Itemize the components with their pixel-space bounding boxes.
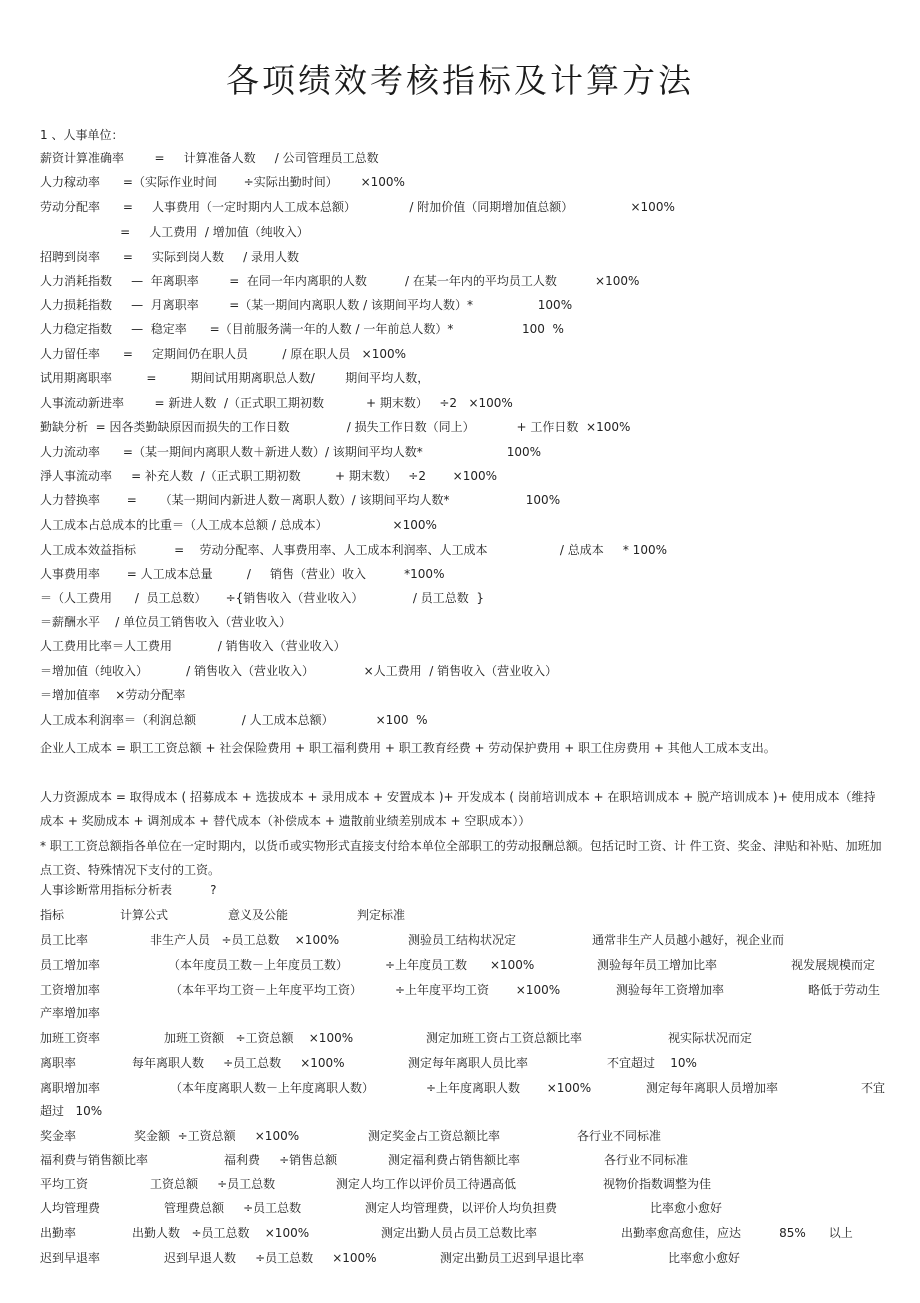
table-cell: 测定每年离职人员比率	[408, 1056, 529, 1070]
formula-line: 人工费用比率＝人工费用 / 销售收入（营业收入）	[40, 639, 346, 653]
table-cell: 测定每年离职人员增加率	[646, 1081, 779, 1095]
table-cell: 离职率	[40, 1056, 77, 1070]
table-row-continuation	[40, 1103, 885, 1119]
table-row	[40, 1225, 885, 1241]
table-cell: 加班工资率	[40, 1031, 101, 1045]
table-cell: 产率增加率	[40, 1006, 101, 1020]
table-cell: （本年度离职人数－上年度离职人数）	[170, 1081, 375, 1095]
formula-line: 人力替换率 = （某一期间内新进人数－离职人数）/ 该期间平均人数* 100%	[40, 493, 561, 507]
table-cell: 测定出勤员工迟到早退比率	[440, 1251, 585, 1265]
formula-line: 劳动分配率 = 人事费用（一定时期内人工成本总额） / 附加价值（同期增加值总额） ×100%	[40, 200, 675, 214]
table-cell: ÷上年度平均工资 ×100%	[395, 983, 561, 997]
table-title: 人事诊断常用指标分析表 ?	[40, 883, 217, 897]
table-cell: 测定人均工作以评价员工待遇高低	[336, 1177, 517, 1191]
table-cell: 离职增加率	[40, 1081, 101, 1095]
table-cell: 视发展规模而定	[791, 958, 876, 972]
formula-line: 人力留任率 = 定期间仍在职人员 / 原在职人员 ×100%	[40, 347, 407, 361]
table-cell: 不宜	[861, 1081, 886, 1095]
table-row	[40, 1128, 885, 1144]
table-cell: （本年平均工资－上年度平均工资）	[170, 983, 363, 997]
table-cell: 迟到早退人数 ÷员工总数 ×100%	[164, 1251, 377, 1265]
table-cell: 视实际状况而定	[668, 1031, 753, 1045]
table-cell: 各行业不同标准	[604, 1153, 689, 1167]
formula-line: 勤缺分析 = 因各类勤缺原因而损失的工作日数 / 损失工作日数（同上） + 工作日数 ×100%	[40, 420, 631, 434]
formula-line: ＝增加值（纯收入） / 销售收入（营业收入） ×人工费用 / 销售收入（营业收入）	[40, 664, 558, 678]
table-cell: 超过 10%	[40, 1104, 103, 1118]
table-row	[40, 1030, 885, 1046]
table-row	[40, 1152, 885, 1168]
table-cell: 测定福利费占销售额比率	[388, 1153, 521, 1167]
table-cell: 管理费总额 ÷员工总数	[164, 1201, 302, 1215]
table-row	[40, 1055, 885, 1071]
formula-line: 人力流动率 =（某一期间内离职人数＋新进人数）/ 该期间平均人数* 100%	[40, 445, 542, 459]
formula-line: ＝（人工费用 / 员工总数） ÷{销售收入（营业收入） / 员工总数 }	[40, 591, 485, 605]
table-cell: 福利费 ÷销售总额	[224, 1153, 338, 1167]
table-cell: 测验员工结构状况定	[408, 933, 517, 947]
formula-line: 人力损耗指数 — 月离职率 =（某一期间内离职人数 / 该期间平均人数）* 100%	[40, 298, 573, 312]
formula-line: 人事费用率 = 人工成本总量 / 销售（营业）收入 *100%	[40, 567, 445, 581]
table-cell: 出勤率愈高愈佳，应达 85% 以上	[621, 1226, 853, 1240]
table-cell: 福利费与销售额比率	[40, 1153, 149, 1167]
table-cell: ÷上年度离职人数 ×100%	[426, 1081, 592, 1095]
formula-line: ＝增加值率 ×劳动分配率	[40, 688, 186, 702]
table-cell: ÷上年度员工数 ×100%	[385, 958, 535, 972]
page-title: 各项绩效考核指标及计算方法	[226, 61, 694, 100]
formula-line: 淨人事流动率 = 补充人数 /（正式职工期初数 + 期末数） ÷2 ×100%	[40, 469, 498, 483]
table-cell: 员工增加率	[40, 958, 101, 972]
table-cell: 不宜超过 10%	[607, 1056, 697, 1070]
table-cell: 各行业不同标准	[577, 1129, 662, 1143]
formula-line: 人工成本占总成本的比重＝（人工成本总额 / 总成本） ×100%	[40, 518, 437, 532]
header-cell: 意义及公能	[228, 908, 289, 922]
table-cell: 略低于劳动生	[808, 983, 881, 997]
table-row	[40, 932, 885, 948]
table-row	[40, 1250, 885, 1266]
formula-line: 人事流动新进率 = 新进人数 /（正式职工期初数 + 期末数） ÷2 ×100%	[40, 396, 513, 410]
table-cell: 测定出勤人员占员工总数比率	[381, 1226, 538, 1240]
table-row	[40, 982, 885, 998]
formula-line: 招聘到岗率 = 实际到岗人数 / 录用人数	[40, 250, 299, 264]
table-cell: 迟到早退率	[40, 1251, 101, 1265]
table-cell: 加班工资额 ÷工资总额 ×100%	[164, 1031, 354, 1045]
table-cell: 员工比率	[40, 933, 89, 947]
table-cell: 视物价指数调整为佳	[603, 1177, 712, 1191]
table-row	[40, 1080, 885, 1096]
formula-line: 人力消耗指数 — 年离职率 = 在同一年内离职的人数 / 在某一年内的平均员工人数 ×100%	[40, 274, 640, 288]
table-cell: 测定人均管理费，以评价人均负担费	[365, 1201, 558, 1215]
table-row	[40, 1200, 885, 1216]
formula-line: = 人工费用 / 增加值（纯收入）	[40, 225, 309, 239]
header-cell: 指标	[40, 908, 65, 922]
table-cell: 出勤人数 ÷员工总数 ×100%	[132, 1226, 310, 1240]
table-cell: 通常非生产人员越小越好，视企业而	[592, 933, 785, 947]
table-cell: 每年离职人数 ÷员工总数 ×100%	[132, 1056, 345, 1070]
hr-cost-paragraph: 人力资源成本 = 取得成本 ( 招募成本 + 选拔成本 + 录用成本 + 安置成本 )+ 开发成本 ( 岗前培训成本 + 在职培训成本 + 脱产培训成本 )+ 使用成本（维持成本 + 奖励成本 + 调剂成本 + 替代成本（补偿成本 + 遗散前业绩差别成本 + 空职成本））	[40, 790, 876, 828]
table-cell: 非生产人员 ÷员工总数 ×100%	[150, 933, 340, 947]
table-cell: 测定奖金占工资总额比率	[368, 1129, 501, 1143]
wage-note-paragraph: * 职工工资总额指各单位在一定时期内，以货币或实物形式直接支付给本单位全部职工的劳动报酬总额。包括记时工资、计 件工资、奖金、津贴和补贴、加班加点工资、特殊情况下支付的工资。	[40, 839, 882, 877]
table-cell: 比率愈小愈好	[650, 1201, 723, 1215]
table-row	[40, 957, 885, 973]
table-cell: 测验每年员工增加比率	[597, 958, 718, 972]
header-cell: 判定标准	[357, 908, 406, 922]
section-heading: 1 、人事单位：	[40, 128, 124, 142]
formula-line: 人工成本利润率＝（利润总额 / 人工成本总额） ×100 %	[40, 713, 428, 727]
table-cell: 奖金率	[40, 1129, 77, 1143]
table-cell: 奖金额 ÷工资总额 ×100%	[134, 1129, 300, 1143]
formula-line: 薪资计算准确率 = 计算准备人数 / 公司管理员工总数	[40, 151, 379, 165]
table-row	[40, 1176, 885, 1192]
formula-line: 人力稼动率 =（实际作业时间 ÷实际出勤时间） ×100%	[40, 175, 405, 189]
formula-line: 人力稳定指数 — 稳定率 =（目前服务满一年的人数 / 一年前总人数）* 100 %	[40, 322, 564, 336]
table-row-continuation	[40, 1005, 885, 1021]
table-cell: 出勤率	[40, 1226, 77, 1240]
table-cell: 比率愈小愈好	[668, 1251, 741, 1265]
formula-line: ＝薪酬水平 / 单位员工销售收入（营业收入）	[40, 615, 292, 629]
table-cell: （本年度员工数－上年度员工数）	[168, 958, 349, 972]
formula-line: 人工成本效益指标 = 劳动分配率、人事费用率、人工成本利润率、人工成本 / 总成本 * 100%	[40, 543, 667, 557]
table-header-row	[40, 907, 885, 923]
table-cell: 工资总额 ÷员工总数	[150, 1177, 276, 1191]
table-cell: 工资增加率	[40, 983, 101, 997]
table-cell: 平均工资	[40, 1177, 89, 1191]
table-cell: 人均管理费	[40, 1201, 101, 1215]
enterprise-labor-cost-paragraph: 企业人工成本 = 职工工资总额 + 社会保险费用 + 职工福利费用 + 职工教育经费 + 劳动保护费用 + 职工住房费用 + 其他人工成本支出。	[40, 741, 776, 755]
table-cell: 测定加班工资占工资总额比率	[426, 1031, 583, 1045]
header-cell: 计算公式	[120, 908, 169, 922]
formula-line: 试用期离职率 = 期间试用期离职总人数/ 期间平均人数，	[40, 371, 430, 385]
table-cell: 测验每年工资增加率	[616, 983, 725, 997]
